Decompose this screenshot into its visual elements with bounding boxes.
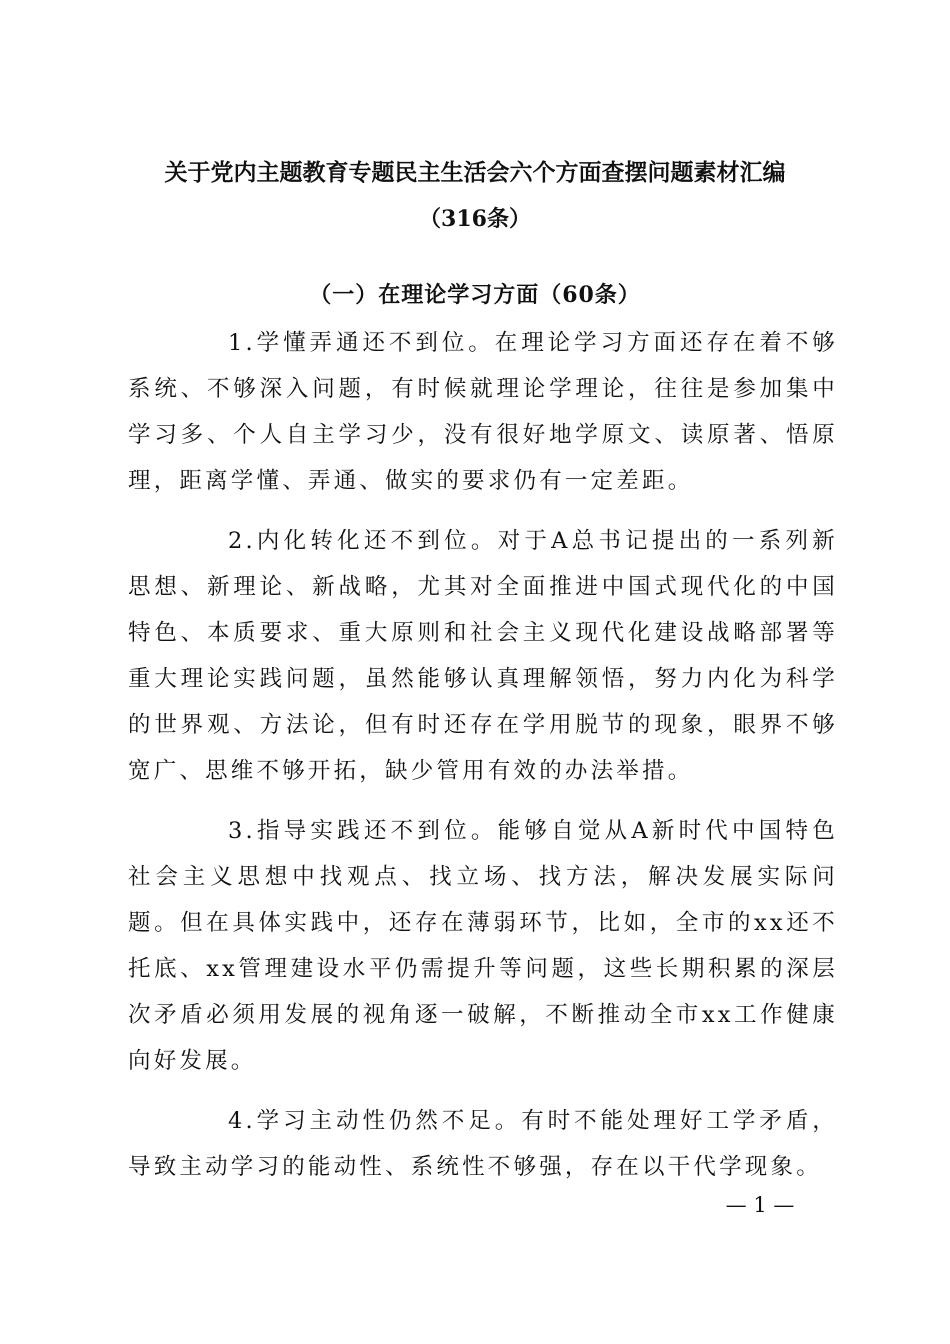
paragraph-3: 3.指导实践还不到位。能够自觉从A新时代中国特色社会主义思想中找观点、找立场、找方法，解决发展实际问题。但在具体实践中，还存在薄弱环节，比如，全市的xx还不托底、xx管理建设水平仍需提升等问题，这些长期积累的深层次矛盾必须用发展的视角逐一破解，不断推动全市xx工作健康向好发展。 bbox=[128, 818, 838, 1074]
document-title: 关于党内主题教育专题民主生活会六个方面查摆问题素材汇编 bbox=[164, 159, 786, 186]
document-body bbox=[128, 320, 838, 1204]
paragraph-4: 4.学习主动性仍然不足。有时不能处理好工学矛盾，导致主动学习的能动性、系统性不够强，存在以干代学现象。 bbox=[128, 1108, 838, 1180]
section-heading: （一）在理论学习方面（60条） bbox=[309, 282, 641, 308]
document-subtitle: （316条） bbox=[419, 206, 531, 232]
paragraph-1: 1.学懂弄通还不到位。在理论学习方面还存在着不够系统、不够深入问题，有时候就理论学理论，往往是参加集中学习多、个人自主学习少，没有很好地学原文、读原著、悟原理，距离学懂、弄通、做实的要求仍有一定差距。 bbox=[128, 330, 838, 494]
paragraph-2: 2.内化转化还不到位。对于A总书记提出的一系列新思想、新理论、新战略，尤其对全面推进中国式现代化的中国特色、本质要求、重大原则和社会主义现代化建设战略部署等重大理论实践问题，虽然能够认真理解领悟，努力内化为科学的世界观、方法论，但有时还存在学用脱节的现象，眼界不够宽广、思维不够开拓，缺少管用有效的办法举措。 bbox=[128, 528, 838, 784]
page-number: — 1 — bbox=[725, 1193, 795, 1217]
